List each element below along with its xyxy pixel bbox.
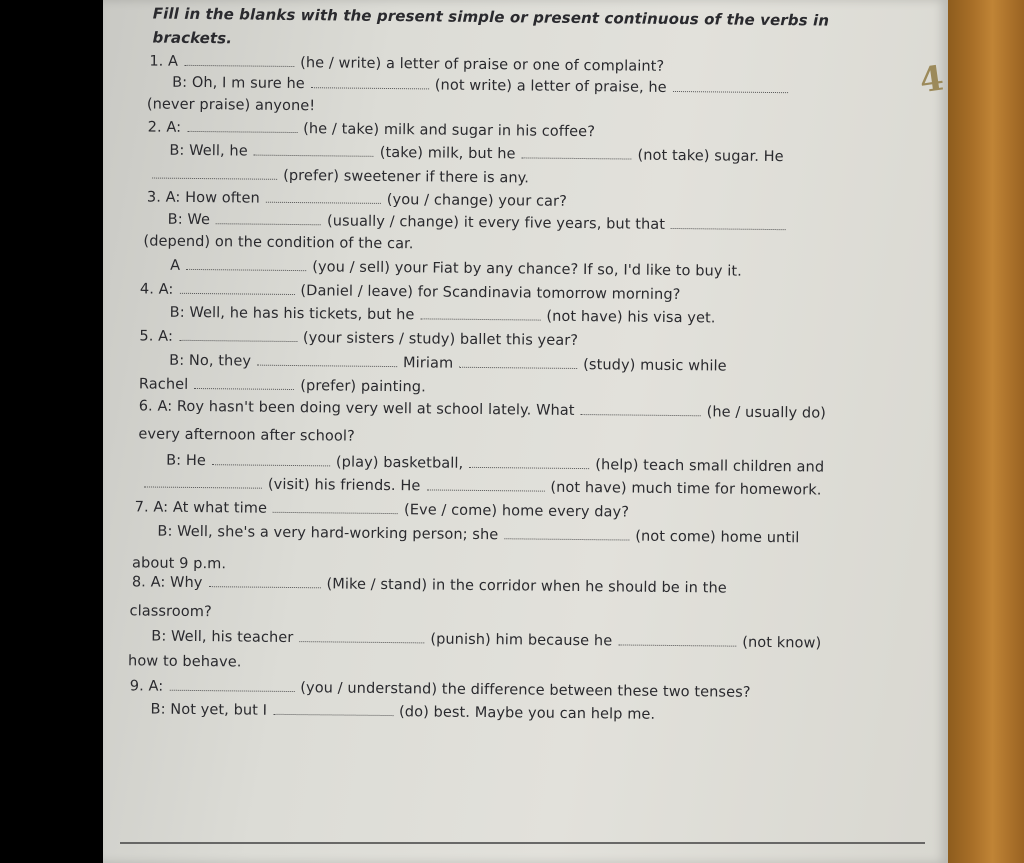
exercise-text: (play) basketball, xyxy=(335,454,464,472)
exercise-text: 5. A: xyxy=(139,328,174,345)
exercise-line xyxy=(170,304,716,327)
exercise-text: (Eve / come) home every day? xyxy=(403,502,630,521)
exercise-text: B: He xyxy=(166,452,207,470)
exercise-text: Rachel xyxy=(138,376,189,393)
exercise-line xyxy=(139,327,578,349)
exercise-line xyxy=(169,142,783,165)
fill-in-blank[interactable] xyxy=(208,574,320,588)
exercise-text: 4. A: xyxy=(139,281,174,298)
exercise-text: (prefer) painting. xyxy=(300,378,426,396)
exercise-text: (visit) his friends. He xyxy=(267,476,421,495)
exercise-text: every afternoon after school? xyxy=(138,426,355,445)
exercise-line xyxy=(168,211,793,235)
exercise-line xyxy=(157,523,799,547)
fill-in-blank[interactable] xyxy=(194,376,294,390)
exercise-text: (Mike / stand) in the corridor when he should be in the xyxy=(326,576,727,597)
exercise-text: (punish) him because he xyxy=(430,631,613,650)
fill-in-blank[interactable] xyxy=(299,629,424,643)
exercise-text: B: Not yet, but I xyxy=(150,701,268,719)
exercise-text: (your sisters / study) ballet this year? xyxy=(302,330,579,349)
exercise-text: (do) best. Maybe you can help me. xyxy=(399,704,656,723)
fill-in-blank[interactable] xyxy=(671,216,786,230)
exercise-text: (not come) home until xyxy=(635,528,800,547)
exercise-line xyxy=(166,452,824,476)
fill-in-blank[interactable] xyxy=(254,143,374,157)
exercise-line xyxy=(128,653,242,670)
exercise-line xyxy=(138,426,355,444)
exercise-text: (usually / change) it every five years, but that xyxy=(326,213,666,233)
exercise-text: 6. A: Roy hasn't been doing very well at school lately. What xyxy=(138,398,575,419)
exercise-text: (not have) his visa yet. xyxy=(546,308,716,327)
exercise-text: Fill in the blanks with the present simple or present continuous of the verbs in xyxy=(152,4,830,30)
exercise-text: (not have) much time for homework. xyxy=(550,479,822,499)
exercise-text: (prefer) sweetener if there is any. xyxy=(283,167,530,187)
exercise-text: 8. A: Why xyxy=(131,574,203,592)
exercise-text: (Daniel / leave) for Scandinavia tomorrow morning? xyxy=(300,283,681,304)
exercise-line xyxy=(139,375,426,395)
fill-in-blank[interactable] xyxy=(581,402,701,416)
exercise-line xyxy=(149,52,664,74)
exercise-line xyxy=(146,165,529,186)
exercise-text: (not write) a letter of praise, he xyxy=(434,77,667,96)
exercise-text: B: Oh, I m sure he xyxy=(172,74,305,93)
fill-in-blank[interactable] xyxy=(459,355,577,369)
exercise-text: 3. A: How often xyxy=(146,189,260,207)
fill-in-blank[interactable] xyxy=(216,211,321,225)
exercise-text: B: Well, he xyxy=(169,142,248,160)
fill-in-blank[interactable] xyxy=(179,328,297,342)
exercise-text: (not know) xyxy=(742,634,822,652)
exercise-text: B: No, they xyxy=(169,352,252,370)
exercise-text: Miriam xyxy=(402,355,454,372)
exercise-text: 9. A: xyxy=(129,678,164,695)
exercise-line xyxy=(151,628,821,652)
wooden-table-edge xyxy=(945,0,1024,863)
exercise-text: (he / usually do) xyxy=(706,404,827,422)
fill-in-blank[interactable] xyxy=(144,474,262,488)
fill-in-blank[interactable] xyxy=(152,166,277,180)
fill-in-blank[interactable] xyxy=(273,500,398,514)
exercise-line xyxy=(147,96,315,114)
exercise-text: 2. A: xyxy=(147,119,182,136)
exercise-line xyxy=(132,555,226,572)
fill-in-blank[interactable] xyxy=(469,455,589,469)
exercise-text: 1. A xyxy=(149,53,179,70)
instruction-line xyxy=(153,5,829,30)
fill-in-blank[interactable] xyxy=(504,526,629,540)
exercise-line xyxy=(170,257,742,280)
instruction-line xyxy=(153,29,233,48)
exercise-line xyxy=(132,573,727,596)
worksheet-page xyxy=(103,0,948,863)
exercise-text: (not take) sugar. He xyxy=(637,147,784,166)
exercise-text: A xyxy=(170,257,181,274)
fill-in-blank[interactable] xyxy=(186,257,306,271)
fill-in-blank[interactable] xyxy=(311,75,429,89)
exercise-text: (you / change) your car? xyxy=(386,191,568,210)
exercise-line xyxy=(148,118,596,140)
exercise-line xyxy=(135,498,630,520)
fill-in-blank[interactable] xyxy=(169,678,294,692)
exercise-line xyxy=(140,280,681,303)
fill-in-blank[interactable] xyxy=(257,353,397,367)
exercise-line xyxy=(138,474,822,498)
exercise-line xyxy=(143,233,413,252)
fill-in-blank[interactable] xyxy=(426,477,544,491)
exercise-line xyxy=(130,603,212,620)
exercise-line xyxy=(139,397,826,421)
exercise-text: classroom? xyxy=(129,603,212,621)
exercise-text: how to behave. xyxy=(127,653,242,671)
exercise-text: (never praise) anyone! xyxy=(146,96,316,115)
fill-in-blank[interactable] xyxy=(266,190,381,204)
exercise-text: (depend) on the condition of the car. xyxy=(143,233,414,253)
worksheet-text xyxy=(103,0,948,863)
exercise-text: (you / sell) your Fiat by any chance? If so, I'd like to buy it. xyxy=(312,259,742,280)
exercise-text: (take) milk, but he xyxy=(379,144,516,163)
fill-in-blank[interactable] xyxy=(179,281,294,295)
exercise-text: B: Well, she's a very hard-working person; she xyxy=(157,523,499,544)
exercise-text: 7. A: At what time xyxy=(134,499,268,517)
exercise-text: brackets. xyxy=(152,28,233,48)
exercise-line xyxy=(147,188,567,209)
exercise-line xyxy=(169,352,727,375)
fill-in-blank[interactable] xyxy=(618,632,736,646)
fill-in-blank[interactable] xyxy=(420,306,540,320)
fill-in-blank[interactable] xyxy=(522,145,632,159)
exercise-line xyxy=(172,74,794,98)
exercise-text: B: Well, his teacher xyxy=(151,628,294,647)
exercise-line xyxy=(150,701,655,723)
fill-in-blank[interactable] xyxy=(273,702,393,716)
fill-in-blank[interactable] xyxy=(184,53,294,67)
fill-in-blank[interactable] xyxy=(187,119,297,133)
exercise-text: B: We xyxy=(167,211,211,229)
exercise-text: about 9 p.m. xyxy=(132,555,227,573)
page-bottom-line xyxy=(120,842,925,844)
fill-in-blank[interactable] xyxy=(673,79,788,93)
exercise-text: (you / understand) the difference between these two tenses? xyxy=(300,680,751,701)
margin-handwritten-mark: 4 xyxy=(917,58,947,102)
exercise-line xyxy=(130,677,751,701)
fill-in-blank[interactable] xyxy=(212,452,330,466)
exercise-text: (he / take) milk and sugar in his coffee? xyxy=(303,121,596,141)
exercise-text: (study) music while xyxy=(583,357,727,375)
exercise-text: (he / write) a letter of praise or one of complaint? xyxy=(300,55,665,75)
exercise-text: B: Well, he has his tickets, but he xyxy=(169,304,415,324)
exercise-text: (help) teach small children and xyxy=(595,457,825,476)
